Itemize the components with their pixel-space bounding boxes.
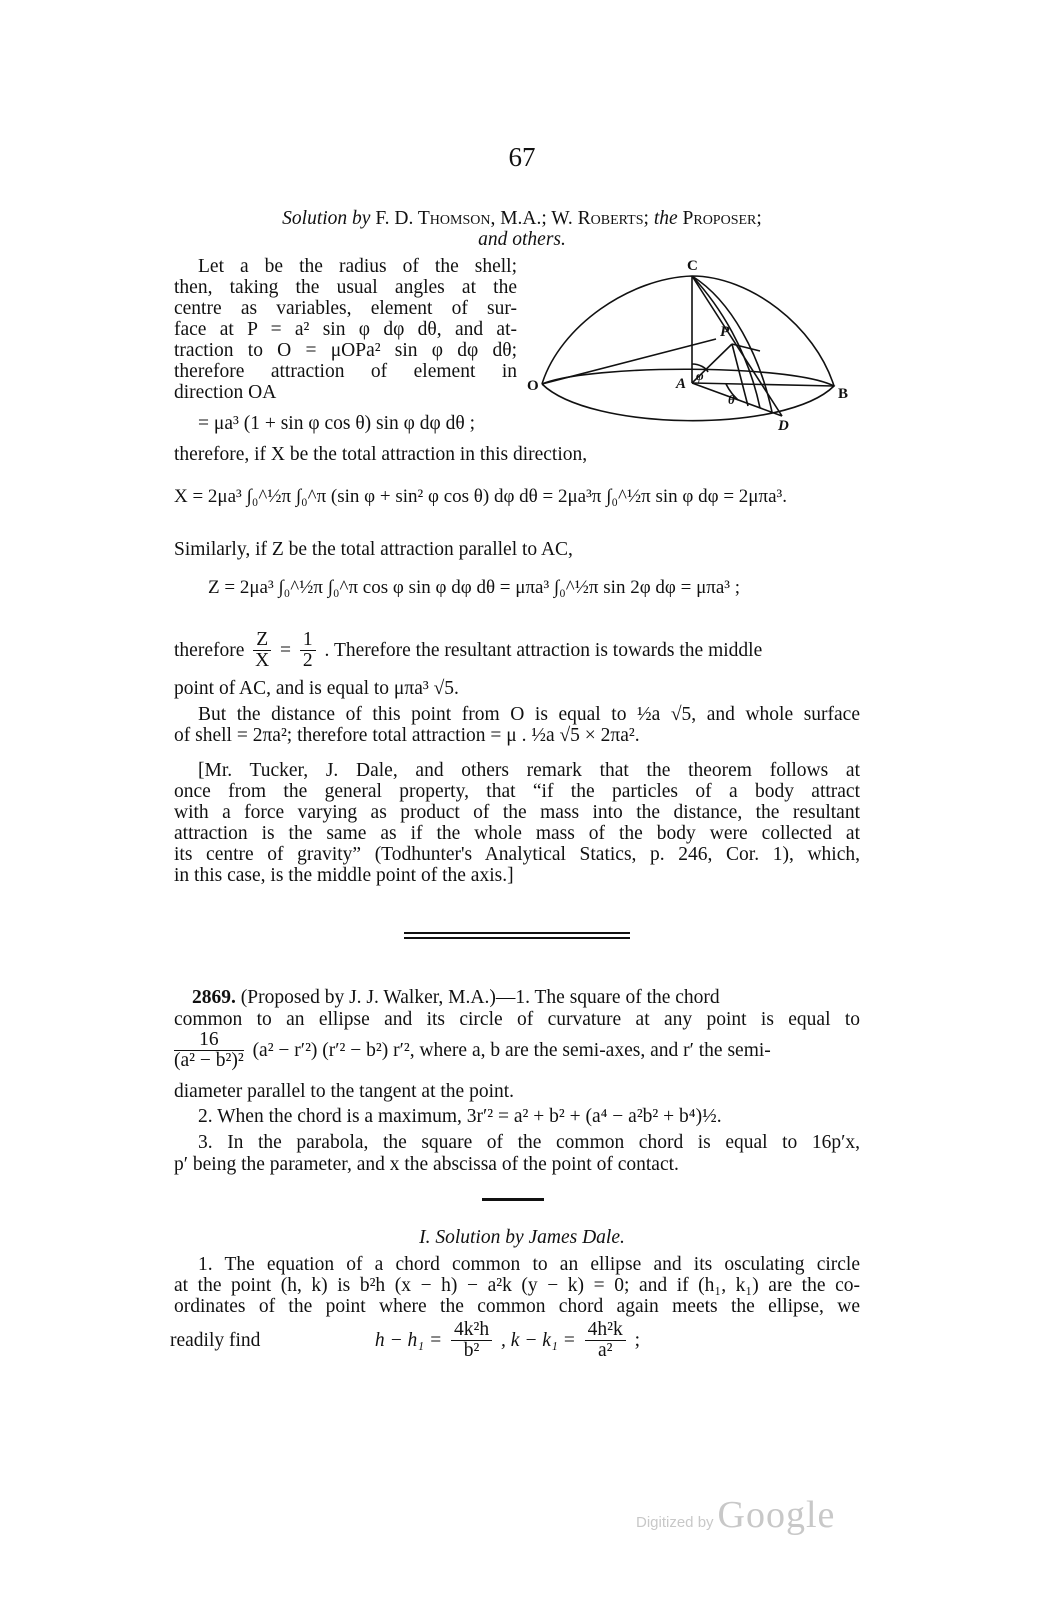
solution-header [0, 208, 1044, 229]
dale-line: at the point (h, k) is b²h (x − h) − a²k (y − k) = 0; and if (h₁, k₁) are the co- [174, 1275, 860, 1296]
ratio-tail: . Therefore the resultant attraction is towards the middle [324, 640, 763, 661]
intro-line: traction to O = μOPa² sin φ dφ dθ; [174, 340, 517, 361]
section-divider-top [404, 932, 630, 934]
problem-line-4: diameter parallel to the tangent at the point. [174, 1081, 515, 1102]
label-p: P [720, 324, 730, 340]
solution-by-label: Solution by [282, 208, 371, 229]
solution-header-others: and others. [478, 229, 566, 250]
figure-base-ellipse [542, 369, 834, 420]
ratio-num-1: 1 [300, 630, 316, 651]
problem-formula-line [170, 1030, 860, 1071]
solution-the: the [653, 208, 678, 229]
ratio-num-z: Z [253, 630, 271, 651]
problem-line-2: common to an ellipse and its circle of curvature at any point is equal to [174, 1009, 860, 1030]
distance-paragraph [174, 704, 860, 746]
problem-part-3-line-2: p′ being the parameter, and x the abscissa of the point of contact. [174, 1154, 679, 1175]
watermark-brand: Google [717, 1494, 836, 1536]
problem-part-2: 2. When the chord is a maximum, 3r′² = a² + b² + (a⁴ − a²b² + b⁴)½. [198, 1106, 722, 1127]
dale-eq2-fraction [585, 1320, 626, 1361]
hemisphere-figure [520, 256, 860, 436]
remark-paragraph [174, 760, 860, 886]
figure-line-op [542, 339, 716, 384]
eq-x-integral: X = 2μa³ ∫₀^½π ∫₀^π (sin φ + sin² φ cos θ) dφ dθ = 2μa³π ∫₀^½π sin φ dφ = 2μπa³. [174, 486, 787, 507]
label-d: D [778, 418, 789, 434]
label-b: B [838, 386, 849, 402]
dale-eq1-fraction [451, 1320, 492, 1361]
problem-part-3-line-1: 3. In the parabola, the square of the common chord is equal to 16p′x, [198, 1132, 860, 1153]
label-c: C [687, 258, 698, 274]
problem-frac-den: (a² − b²)² [174, 1050, 244, 1071]
page-number: 67 [508, 142, 536, 172]
label-o: O [527, 378, 539, 394]
label-theta: θ [728, 392, 735, 407]
dale-eq2-den: a² [597, 1340, 613, 1361]
dale-paragraph [174, 1254, 860, 1317]
remark-line: once from the general property, that “if the particles of a body attract [174, 781, 860, 802]
intro-line: centre as variables, element of sur- [174, 298, 517, 319]
remark-line: with a force varying as product of the mass into the distance, the resultant [174, 802, 860, 823]
ratio-lead: therefore [174, 640, 245, 661]
ratio-line [174, 630, 860, 671]
dale-eq1-lhs: h − h₁ = [374, 1330, 443, 1351]
text-point-of-ac: point of AC, and is equal to μπa³ √5. [174, 678, 459, 699]
problem-frac-num: 16 [174, 1030, 244, 1051]
text-similarly-z: Similarly, if Z be the total attraction parallel to AC, [174, 539, 573, 560]
intro-line: then, taking the usual angles at the [174, 277, 517, 298]
solution-proposer: Proposer; [682, 208, 762, 229]
dale-solution-header: I. Solution by James Dale. [419, 1227, 625, 1248]
dale-line: ordinates of the point where the common chord again meets the ellipse, we [174, 1296, 860, 1317]
eq-attraction-element: = μa³ (1 + sin φ cos θ) sin φ dφ dθ ; [198, 413, 476, 434]
remark-line: [Mr. Tucker, J. Dale, and others remark that the theorem follows at [198, 760, 860, 781]
remark-line: in this case, is the middle point of the axis.] [174, 865, 514, 886]
dale-eq-end: ; [634, 1330, 641, 1351]
text-therefore-x: therefore, if X be the total attraction in this direction, [174, 444, 588, 465]
label-phi: φ [696, 368, 704, 383]
remark-line: its centre of gravity” (Todhunter's Analytical Statics, p. 246, Cor. 1), which, [174, 844, 860, 865]
dale-eq2-lhs: , k − k₁ = [500, 1330, 576, 1351]
ratio-fraction-zx [253, 630, 271, 671]
dale-eq1-den: b² [463, 1340, 480, 1361]
problem-fraction [174, 1030, 244, 1071]
ratio-den-x: X [255, 650, 270, 671]
google-watermark [636, 1493, 835, 1537]
problem-number: 2869. [192, 987, 236, 1008]
ratio-eq: = [280, 640, 292, 661]
short-divider [482, 1198, 544, 1201]
figure-line-p-foot [732, 344, 760, 351]
intro-line: direction OA [174, 382, 277, 403]
eq-z-integral: Z = 2μa³ ∫₀^½π ∫₀^π cos φ sin φ dφ dθ = μπa³ ∫₀^½π sin 2φ dφ = μπa³ ; [208, 577, 741, 598]
label-a: A [676, 376, 687, 392]
intro-line: face at P = a² sin φ dφ dθ, and at- [174, 319, 517, 340]
dale-eq2-num: 4h²k [585, 1320, 626, 1341]
dale-eq1-num: 4k²h [451, 1320, 492, 1341]
solution-authors: F. D. Thomson, M.A.; W. Roberts; [375, 208, 649, 229]
ratio-fraction-half [300, 630, 316, 671]
remark-line: attraction is the same as if the whole mass of the body were collected at [174, 823, 860, 844]
intro-line: therefore attraction of element in [174, 361, 517, 382]
distance-line: of shell = 2πa²; therefore total attraction = μ . ½a √5 × 2πa². [174, 725, 640, 746]
dale-readily: readily find [170, 1330, 261, 1351]
distance-line: But the distance of this point from O is equal to ½a √5, and whole surface [198, 704, 860, 725]
watermark-prefix: Digitized by [636, 1514, 714, 1531]
dale-line: 1. The equation of a chord common to an ellipse and its osculating circle [198, 1254, 860, 1275]
ratio-den-2: 2 [302, 650, 313, 671]
dale-readily-line [170, 1320, 860, 1361]
intro-text [174, 256, 517, 403]
problem-formula-tail: (a² − r′²) (r′² − b²) r′², where a, b are the semi-axes, and r′ the semi- [252, 1040, 771, 1061]
section-divider-bottom [404, 937, 630, 939]
problem-proposal: (Proposed by J. J. Walker, M.A.)—1. The square of the chord [240, 987, 720, 1008]
intro-line: Let a be the radius of the shell; [198, 256, 517, 277]
problem-line-1 [174, 987, 860, 1008]
